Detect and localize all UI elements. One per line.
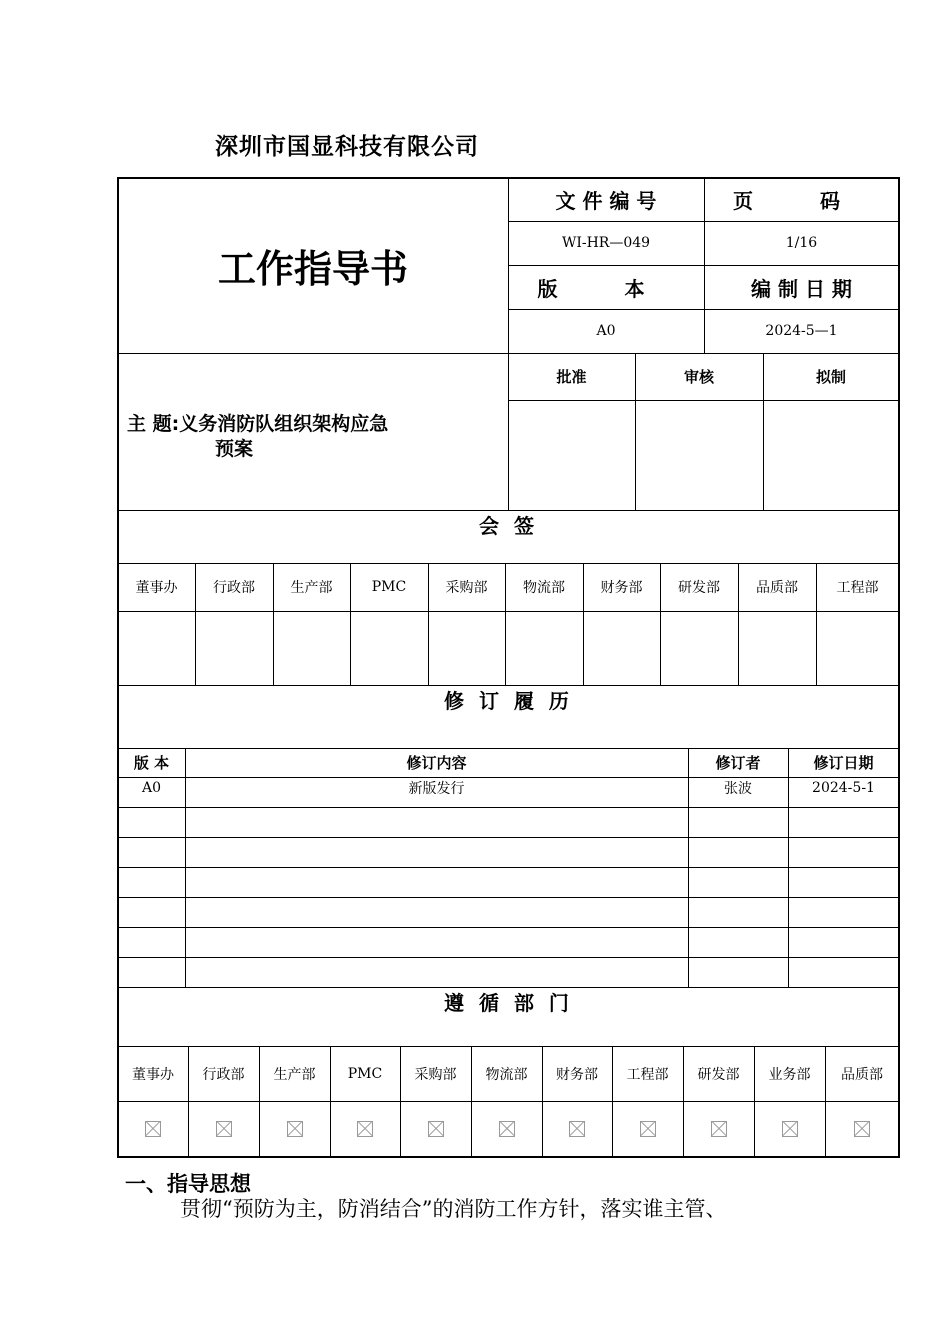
checkbox-placeholder-icon [825, 1101, 899, 1157]
countersign-dept: 董事办 [135, 580, 178, 596]
rev-row-version: A0 [141, 780, 162, 796]
follow-dept: 研发部 [697, 1066, 740, 1083]
rev-header-version: 版 本 [133, 754, 170, 772]
version-value: A0 [596, 323, 616, 339]
checkbox-placeholder-icon [683, 1101, 754, 1157]
countersign-dept: 财务部 [600, 580, 643, 596]
countersign-title: 会 签 [479, 513, 538, 538]
checkbox-placeholder-icon [118, 1101, 188, 1157]
countersign-dept: 采购部 [445, 580, 488, 596]
checkbox-placeholder-icon [330, 1101, 400, 1157]
countersign-dept: 研发部 [678, 580, 720, 596]
checkbox-placeholder-icon [188, 1101, 259, 1157]
rev-header-date: 修订日期 [813, 754, 874, 772]
countersign-dept: 工程部 [836, 580, 879, 596]
doc-title: 工作指导书 [217, 247, 408, 291]
countersign-dept: 生产部 [290, 580, 333, 596]
follow-dept: 业务部 [768, 1066, 811, 1083]
rev-header-editor: 修订者 [715, 754, 761, 772]
follow-dept: 董事办 [132, 1066, 174, 1083]
follow-dept: 工程部 [626, 1066, 669, 1083]
rev-row-date: 2024-5-1 [812, 780, 875, 796]
checkbox-placeholder-icon [400, 1101, 471, 1157]
checkbox-placeholder-icon [259, 1101, 330, 1157]
follow-dept: PMC [347, 1065, 383, 1082]
page-label: 页 码 [733, 189, 870, 213]
follow-dept: 品质部 [841, 1066, 883, 1083]
countersign-dept: PMC [371, 579, 407, 595]
countersign-dept: 行政部 [213, 580, 255, 596]
page-number: 1/16 [785, 235, 818, 251]
file-no-label: 文 件 编 号 [555, 189, 657, 213]
checkbox-placeholder-icon [612, 1101, 683, 1157]
subject-label: 主 题:义务消防队组织架构应急 [127, 413, 389, 435]
rev-row-content: 新版发行 [408, 781, 465, 797]
file-no: WI-HR—049 [561, 235, 651, 251]
section-paragraph: 贯彻“预防为主，防消结合”的消防工作方针，落实谁主管、 [180, 1197, 727, 1221]
follow-title: 遵 循 部 门 [444, 990, 573, 1015]
countersign-dept: 物流部 [523, 580, 565, 596]
revision-title: 修 订 履 历 [444, 688, 573, 713]
follow-dept: 生产部 [273, 1066, 316, 1083]
draft-label: 拟制 [815, 368, 846, 386]
rev-header-content: 修订内容 [406, 754, 467, 772]
rev-row-editor: 张波 [724, 781, 752, 797]
subject-continued: 预案 [215, 438, 254, 460]
countersign-dept: 品质部 [756, 580, 798, 596]
version-label: 版 本 [537, 276, 675, 301]
review-label: 审核 [683, 368, 714, 386]
follow-dept: 财务部 [556, 1066, 598, 1083]
follow-dept: 采购部 [414, 1066, 457, 1083]
section-heading: 一、指导思想 [125, 1172, 251, 1196]
follow-dept: 行政部 [202, 1066, 245, 1083]
company-name: 深圳市国显科技有限公司 [215, 134, 479, 160]
approve-label: 批准 [556, 368, 587, 386]
checkbox-placeholder-icon [754, 1101, 825, 1157]
date-label: 编 制 日 期 [751, 276, 852, 301]
checkbox-placeholder-icon [471, 1101, 542, 1157]
date-value: 2024-5—1 [765, 323, 838, 339]
checkbox-placeholder-icon [542, 1101, 612, 1157]
follow-dept: 物流部 [485, 1066, 528, 1083]
